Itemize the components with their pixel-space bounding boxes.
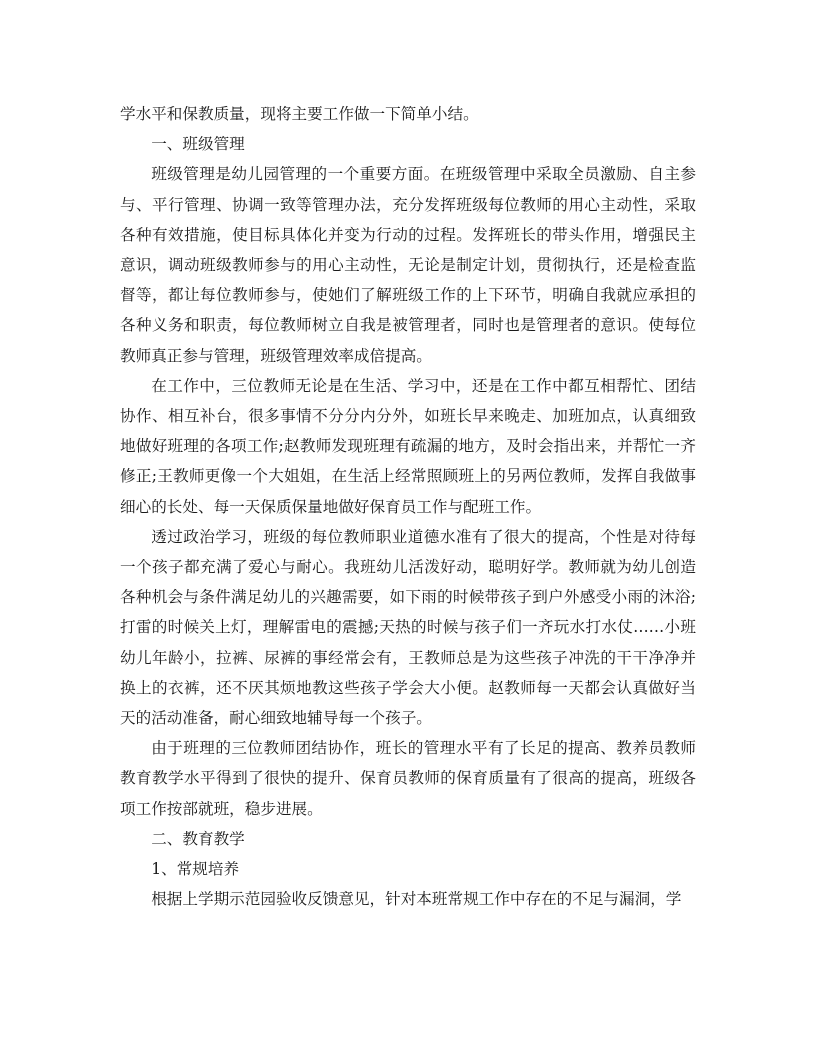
subsection-heading-routine: 1、常规培养	[151, 860, 240, 879]
document-page	[120, 99, 696, 914]
section-heading-class-management: 一、班级管理	[151, 135, 245, 154]
paragraph-class-management: 班级管理是幼儿园管理的一个重要方面。在班级管理中采取全员激励、自主参与、平行管理、协调一致等管理办法，充分发挥班级每位教师的用心主动性，采取各种有效措施，使目标具体化并变为行动的过程。发挥班长的带头作用，增强民主意识，调动班级教师参与的用心主动性，无论是制定计划，贯彻执行，还是检查监督等，都让每位教师参与，使她们了解班级工作的上下环节，明确自我就应承担的各种义务和职责，每位教师树立自我是被管理者，同时也是管理者的意识。使每位教师真正参与管理，班级管理效率成倍提高。	[120, 165, 696, 365]
paragraph-teamwork: 在工作中，三位教师无论是在生活、学习中，还是在工作中都互相帮忙、团结协作、相互补台，很多事情不分分内分外，如班长早来晚走、加班加点，认真细致地做好班理的各项工作;赵教师发现班理有疏漏的地方，及时会指出来，并帮忙一齐修正;王教师更像一个大姐姐，在生活上经常照顾班上的另两位教师，发挥自我做事细心的长处、每一天保质保量地做好保育员工作与配班工作。	[120, 376, 696, 516]
paragraph-results: 由于班理的三位教师团结协作，班长的管理水平有了长足的提高、教养员教师教育教学水平得到了很快的提升、保育员教师的保育质量有了很高的提高，班级各项工作按部就班，稳步进展。	[120, 739, 696, 818]
paragraph-routine-training: 根据上学期示范园验收反馈意见，针对本班常规工作中存在的不足与漏洞，学	[151, 890, 682, 909]
paragraph-intro-continuation: 学水平和保教质量，现将主要工作做一下简单小结。	[120, 105, 479, 123]
paragraph-political-study: 透过政治学习，班级的每位教师职业道德水准有了很大的提高，个性是对待每一个孩子都充满了爱心与耐心。我班幼儿活泼好动，聪明好学。教师就为幼儿创造各种机会与条件满足幼儿的兴趣需要，如下雨的时候带孩子到户外感受小雨的沐浴;打雷的时候关上灯，理解雷电的震撼;天热的时候与孩子们一齐玩水打水仗……小班幼儿年龄小，拉裤、尿裤的事经常会有，王教师总是为这些孩子冲洗的干干净净并换上的衣裤，还不厌其烦地教这些孩子学会大小便。赵教师每一天都会认真做好当天的活动准备，耐心细致地辅导每一个孩子。	[120, 527, 696, 728]
section-heading-education: 二、教育教学	[151, 829, 245, 848]
